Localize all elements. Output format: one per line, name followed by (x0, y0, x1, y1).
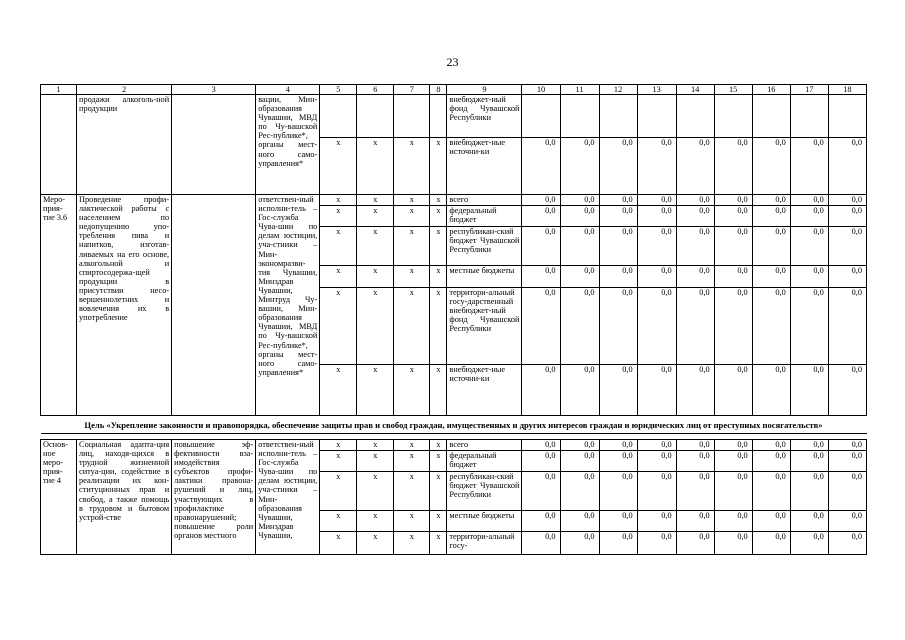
amount-cell: 0,0 (637, 206, 676, 227)
amount-cell: 0,0 (599, 511, 637, 532)
funding-source-cell: республикан-ский бюджет Чувашской Республики (447, 227, 522, 266)
amount-cell: 0,0 (637, 532, 676, 555)
x-mark: x (394, 138, 430, 195)
x-mark: x (320, 227, 357, 266)
x-mark: x (357, 266, 394, 288)
amount-cell: 0,0 (714, 440, 752, 451)
col-header: 18 (828, 85, 866, 95)
amount-cell: 0,0 (599, 451, 637, 472)
x-mark: x (394, 472, 430, 511)
amount-cell (676, 95, 714, 138)
x-mark: x (394, 451, 430, 472)
amount-cell: 0,0 (522, 206, 560, 227)
amount-cell: 0,0 (599, 288, 637, 365)
col-header: 16 (752, 85, 790, 95)
amount-cell: 0,0 (790, 451, 828, 472)
amount-cell: 0,0 (790, 266, 828, 288)
amount-cell: 0,0 (637, 440, 676, 451)
amount-cell: 0,0 (790, 511, 828, 532)
x-mark: x (320, 472, 357, 511)
amount-cell: 0,0 (599, 532, 637, 555)
x-mark: x (320, 440, 357, 451)
col-header: 11 (560, 85, 599, 95)
goal-heading: Цель «Укрепление законности и правопорядка, обеспечение защиты прав и свобод граждан, имущественных и других интересов граждан и юридических лиц от преступных посягательств» (41, 416, 867, 434)
col-header: 10 (522, 85, 560, 95)
funding-source-cell: территори-альный госу-дарственный внебюджет-ный фонд Чувашской Республики (447, 288, 522, 365)
amount-cell: 0,0 (828, 365, 866, 416)
amount-cell: 0,0 (828, 206, 866, 227)
amount-cell: 0,0 (752, 195, 790, 206)
amount-cell: 0,0 (599, 195, 637, 206)
funding-source-cell: местные бюджеты (447, 511, 522, 532)
x-mark: x (394, 227, 430, 266)
x-mark: x (430, 206, 447, 227)
x-mark: x (430, 472, 447, 511)
amount-cell: 0,0 (752, 365, 790, 416)
col-header: 12 (599, 85, 637, 95)
amount-cell: 0,0 (752, 451, 790, 472)
amount-cell: 0,0 (752, 266, 790, 288)
funding-source-cell: всего (447, 195, 522, 206)
x-mark: x (357, 288, 394, 365)
amount-cell: 0,0 (714, 472, 752, 511)
amount-cell: 0,0 (714, 288, 752, 365)
source-cell: внебюджет-ные источни-ки (447, 138, 522, 195)
amount-cell: 0,0 (599, 138, 637, 195)
x-mark: x (357, 451, 394, 472)
amount-cell (522, 95, 560, 138)
x-mark: x (320, 532, 357, 555)
col-header: 9 (447, 85, 522, 95)
x-mark: x (320, 195, 357, 206)
amount-cell: 0,0 (560, 206, 599, 227)
col-header: 7 (394, 85, 430, 95)
expected-result-cell (172, 195, 256, 416)
col-header: 5 (320, 85, 357, 95)
x-mark: x (430, 266, 447, 288)
amount-cell: 0,0 (828, 195, 866, 206)
amount-cell: 0,0 (752, 288, 790, 365)
col-header: 14 (676, 85, 714, 95)
x-mark: x (394, 195, 430, 206)
x-mark: x (394, 365, 430, 416)
x-mark: x (430, 532, 447, 555)
amount-cell: 0,0 (676, 288, 714, 365)
amount-cell: 0,0 (522, 138, 560, 195)
expected-result-cell: повышение эф-фективности вза-имодействия субъектов профи-лактики правона-рушений и лиц, участвующих в профилактике правонарушений; повышение роли органов местного (172, 440, 256, 555)
amount-cell: 0,0 (599, 227, 637, 266)
page-number: 23 (446, 55, 459, 69)
amount-cell: 0,0 (714, 138, 752, 195)
amount-cell: 0,0 (790, 138, 828, 195)
funding-source-cell: всего (447, 440, 522, 451)
amount-cell: 0,0 (714, 195, 752, 206)
x-mark: x (394, 532, 430, 555)
funding-source-cell: федеральный бюджет (447, 451, 522, 472)
funding-source-cell: местные бюджеты (447, 266, 522, 288)
table-body (41, 85, 867, 555)
amount-cell: 0,0 (828, 288, 866, 365)
x-mark (394, 95, 430, 138)
amount-cell: 0,0 (560, 227, 599, 266)
amount-cell: 0,0 (676, 227, 714, 266)
event-name-cell: Проведение профи-лактической работы с населением по недопущению упо-требления пива и напитков, изготав-ливаемых на его основе, алкогольной и спиртосодержа-щей продукции в присутствии несо-вершеннолетних и вовлечения их в употребление (77, 195, 172, 416)
x-mark: x (320, 288, 357, 365)
col-header: 4 (256, 85, 320, 95)
amount-cell: 0,0 (676, 195, 714, 206)
amount-cell: 0,0 (522, 451, 560, 472)
x-mark: x (357, 227, 394, 266)
amount-cell: 0,0 (522, 266, 560, 288)
x-mark: x (394, 206, 430, 227)
amount-cell: 0,0 (637, 195, 676, 206)
amount-cell: 0,0 (790, 365, 828, 416)
amount-cell: 0,0 (828, 138, 866, 195)
amount-cell: 0,0 (637, 511, 676, 532)
amount-cell: 0,0 (752, 138, 790, 195)
amount-cell: 0,0 (828, 472, 866, 511)
event-name-cell: Социальная адапта-ция лиц, находя-щихся в трудной жизненной ситуа-ции, содействие в реализации их кон-ституционных прав и свобод, а также помощь в трудовом и бытовом устрой-стве (77, 440, 172, 555)
col-header: 3 (172, 85, 256, 95)
funding-source-cell: федеральный бюджет (447, 206, 522, 227)
amount-cell: 0,0 (637, 451, 676, 472)
x-mark: x (394, 440, 430, 451)
x-mark: x (320, 206, 357, 227)
col-header: 17 (790, 85, 828, 95)
amount-cell: 0,0 (676, 266, 714, 288)
x-mark: x (430, 288, 447, 365)
amount-cell: 0,0 (522, 288, 560, 365)
x-mark (357, 95, 394, 138)
executor-cell: ответствен-ный исполни-тель – Гос-служба Чува-шии по делам юстиции, уча-стники – Мин-экономразви-тия Чувашии, Минздрав Чувашии, Минтруд Чу-вашии, Мин-образования Чувашии, МВД по Чу-вашской Рес-публике*, органы мест-ного само-управления* (256, 195, 320, 416)
amount-cell: 0,0 (714, 511, 752, 532)
amount-cell: 0,0 (714, 532, 752, 555)
x-mark: x (320, 451, 357, 472)
header-row (41, 85, 867, 95)
amount-cell: 0,0 (522, 227, 560, 266)
amount-cell: 0,0 (790, 472, 828, 511)
x-mark: x (394, 511, 430, 532)
x-mark: x (430, 195, 447, 206)
col-header: 8 (430, 85, 447, 95)
amount-cell: 0,0 (714, 365, 752, 416)
x-mark: x (430, 365, 447, 416)
col-header: 13 (637, 85, 676, 95)
source-cell: внебюджет-ный фонд Чувашской Республики (447, 95, 522, 138)
executor-cell: ответствен-ный исполни-тель – Гос-служба Чува-шии по делам юстиции, уча-стники – Мин-образования Чувашии, Минздрав Чувашии, (256, 440, 320, 555)
x-mark: x (430, 511, 447, 532)
x-mark: x (430, 138, 447, 195)
amount-cell: 0,0 (676, 206, 714, 227)
amount-cell: 0,0 (676, 511, 714, 532)
amount-cell: 0,0 (560, 511, 599, 532)
amount-cell: 0,0 (828, 532, 866, 555)
amount-cell: 0,0 (828, 227, 866, 266)
event-number-cell: Основ-ное меро-прия-тие 4 (41, 440, 77, 555)
amount-cell: 0,0 (522, 532, 560, 555)
amount-cell: 0,0 (790, 288, 828, 365)
amount-cell: 0,0 (828, 451, 866, 472)
amount-cell: 0,0 (522, 195, 560, 206)
amount-cell: 0,0 (637, 227, 676, 266)
x-mark: x (357, 138, 394, 195)
amount-cell: 0,0 (599, 206, 637, 227)
amount-cell: 0,0 (676, 440, 714, 451)
amount-cell: 0,0 (637, 365, 676, 416)
x-mark: x (357, 195, 394, 206)
program-financing-table (40, 84, 867, 555)
col-header: 15 (714, 85, 752, 95)
continuation-row (41, 95, 867, 138)
amount-cell: 0,0 (522, 472, 560, 511)
x-mark: x (357, 511, 394, 532)
amount-cell: 0,0 (560, 365, 599, 416)
amount-cell: 0,0 (599, 472, 637, 511)
x-mark: x (357, 472, 394, 511)
x-mark: x (430, 451, 447, 472)
amount-cell: 0,0 (752, 227, 790, 266)
expected-result-cell (172, 95, 256, 195)
amount-cell: 0,0 (637, 138, 676, 195)
amount-cell: 0,0 (560, 195, 599, 206)
x-mark: x (357, 206, 394, 227)
amount-cell: 0,0 (676, 138, 714, 195)
amount-cell: 0,0 (790, 206, 828, 227)
funding-source-cell: республикан-ский бюджет Чувашской Республики (447, 472, 522, 511)
amount-cell: 0,0 (522, 440, 560, 451)
amount-cell (790, 95, 828, 138)
amount-cell: 0,0 (790, 440, 828, 451)
amount-cell: 0,0 (790, 227, 828, 266)
amount-cell (828, 95, 866, 138)
main-event-4-row (41, 440, 867, 451)
amount-cell: 0,0 (676, 365, 714, 416)
executor-cell: вации, Мин-образования Чувашии, МВД по Чу-вашской Рес-публике*, органы мест-ного само-управления* (256, 95, 320, 195)
amount-cell: 0,0 (560, 440, 599, 451)
amount-cell: 0,0 (676, 532, 714, 555)
amount-cell (560, 95, 599, 138)
amount-cell: 0,0 (560, 138, 599, 195)
amount-cell: 0,0 (752, 532, 790, 555)
amount-cell: 0,0 (599, 440, 637, 451)
amount-cell: 0,0 (637, 288, 676, 365)
amount-cell: 0,0 (714, 227, 752, 266)
amount-cell: 0,0 (790, 532, 828, 555)
goal-row (41, 416, 867, 434)
x-mark: x (430, 440, 447, 451)
x-mark: x (430, 227, 447, 266)
col-header: 1 (41, 85, 77, 95)
amount-cell: 0,0 (752, 440, 790, 451)
x-mark: x (320, 138, 357, 195)
amount-cell: 0,0 (714, 266, 752, 288)
amount-cell: 0,0 (522, 511, 560, 532)
event-number-cell: Меро-прия-тие 3.6 (41, 195, 77, 416)
x-mark: x (357, 365, 394, 416)
funding-source-cell: внебюджет-ные источни-ки (447, 365, 522, 416)
amount-cell (637, 95, 676, 138)
event-name-cell: продажи алкоголь-ной продукции (77, 95, 172, 195)
col-header: 6 (357, 85, 394, 95)
x-mark: x (320, 365, 357, 416)
amount-cell: 0,0 (752, 206, 790, 227)
amount-cell: 0,0 (599, 266, 637, 288)
amount-cell: 0,0 (714, 451, 752, 472)
amount-cell: 0,0 (828, 511, 866, 532)
x-mark: x (320, 266, 357, 288)
x-mark (430, 95, 447, 138)
amount-cell: 0,0 (637, 472, 676, 511)
x-mark: x (357, 440, 394, 451)
event-3-6-row (41, 195, 867, 206)
amount-cell: 0,0 (599, 365, 637, 416)
x-mark: x (394, 288, 430, 365)
amount-cell (752, 95, 790, 138)
amount-cell: 0,0 (522, 365, 560, 416)
amount-cell: 0,0 (637, 266, 676, 288)
x-mark (320, 95, 357, 138)
amount-cell: 0,0 (560, 266, 599, 288)
amount-cell: 0,0 (560, 451, 599, 472)
x-mark: x (357, 532, 394, 555)
x-mark: x (394, 266, 430, 288)
amount-cell: 0,0 (790, 195, 828, 206)
amount-cell: 0,0 (560, 288, 599, 365)
funding-source-cell: территори-альный госу- (447, 532, 522, 555)
amount-cell: 0,0 (676, 451, 714, 472)
amount-cell: 0,0 (828, 266, 866, 288)
amount-cell: 0,0 (752, 472, 790, 511)
amount-cell: 0,0 (676, 472, 714, 511)
amount-cell: 0,0 (560, 472, 599, 511)
amount-cell: 0,0 (714, 206, 752, 227)
amount-cell: 0,0 (828, 440, 866, 451)
row-label (41, 95, 77, 195)
x-mark: x (320, 511, 357, 532)
amount-cell: 0,0 (752, 511, 790, 532)
amount-cell (599, 95, 637, 138)
col-header: 2 (77, 85, 172, 95)
amount-cell: 0,0 (560, 532, 599, 555)
amount-cell (714, 95, 752, 138)
